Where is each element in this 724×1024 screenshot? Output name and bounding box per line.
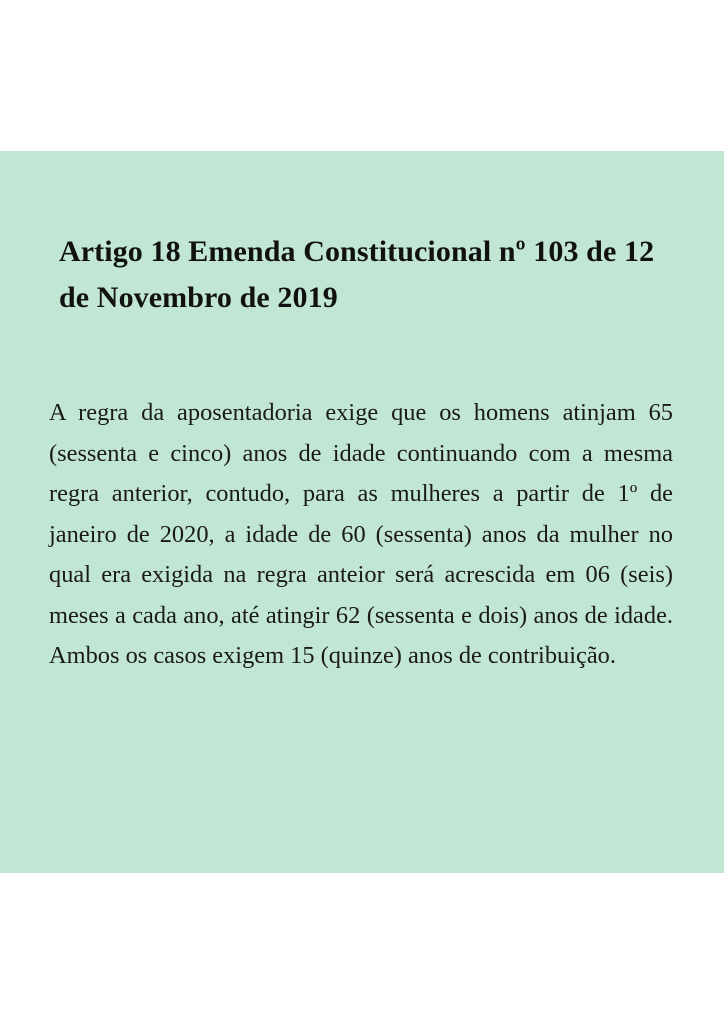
content-card [0,151,724,873]
document-title: Artigo 18 Emenda Constitucional nº 103 de 12 de Novembro de 2019 [59,235,655,314]
document-body: A regra da aposentadoria exige que os homens atinjam 65 (sessenta e cinco) anos de idade continuando com a mesma regra anterior, contudo, para as mulheres a partir de 1º de janeiro de 2020, a idade de 60 (sessenta) anos da mulher no qual era exigida na regra anteior será acrescida em 06 (seis) meses a cada ano, até atingir 62 (sessenta e dois) anos de idade. Ambos os casos exigem 15 (quinze) anos de contribuição. [49,399,673,669]
